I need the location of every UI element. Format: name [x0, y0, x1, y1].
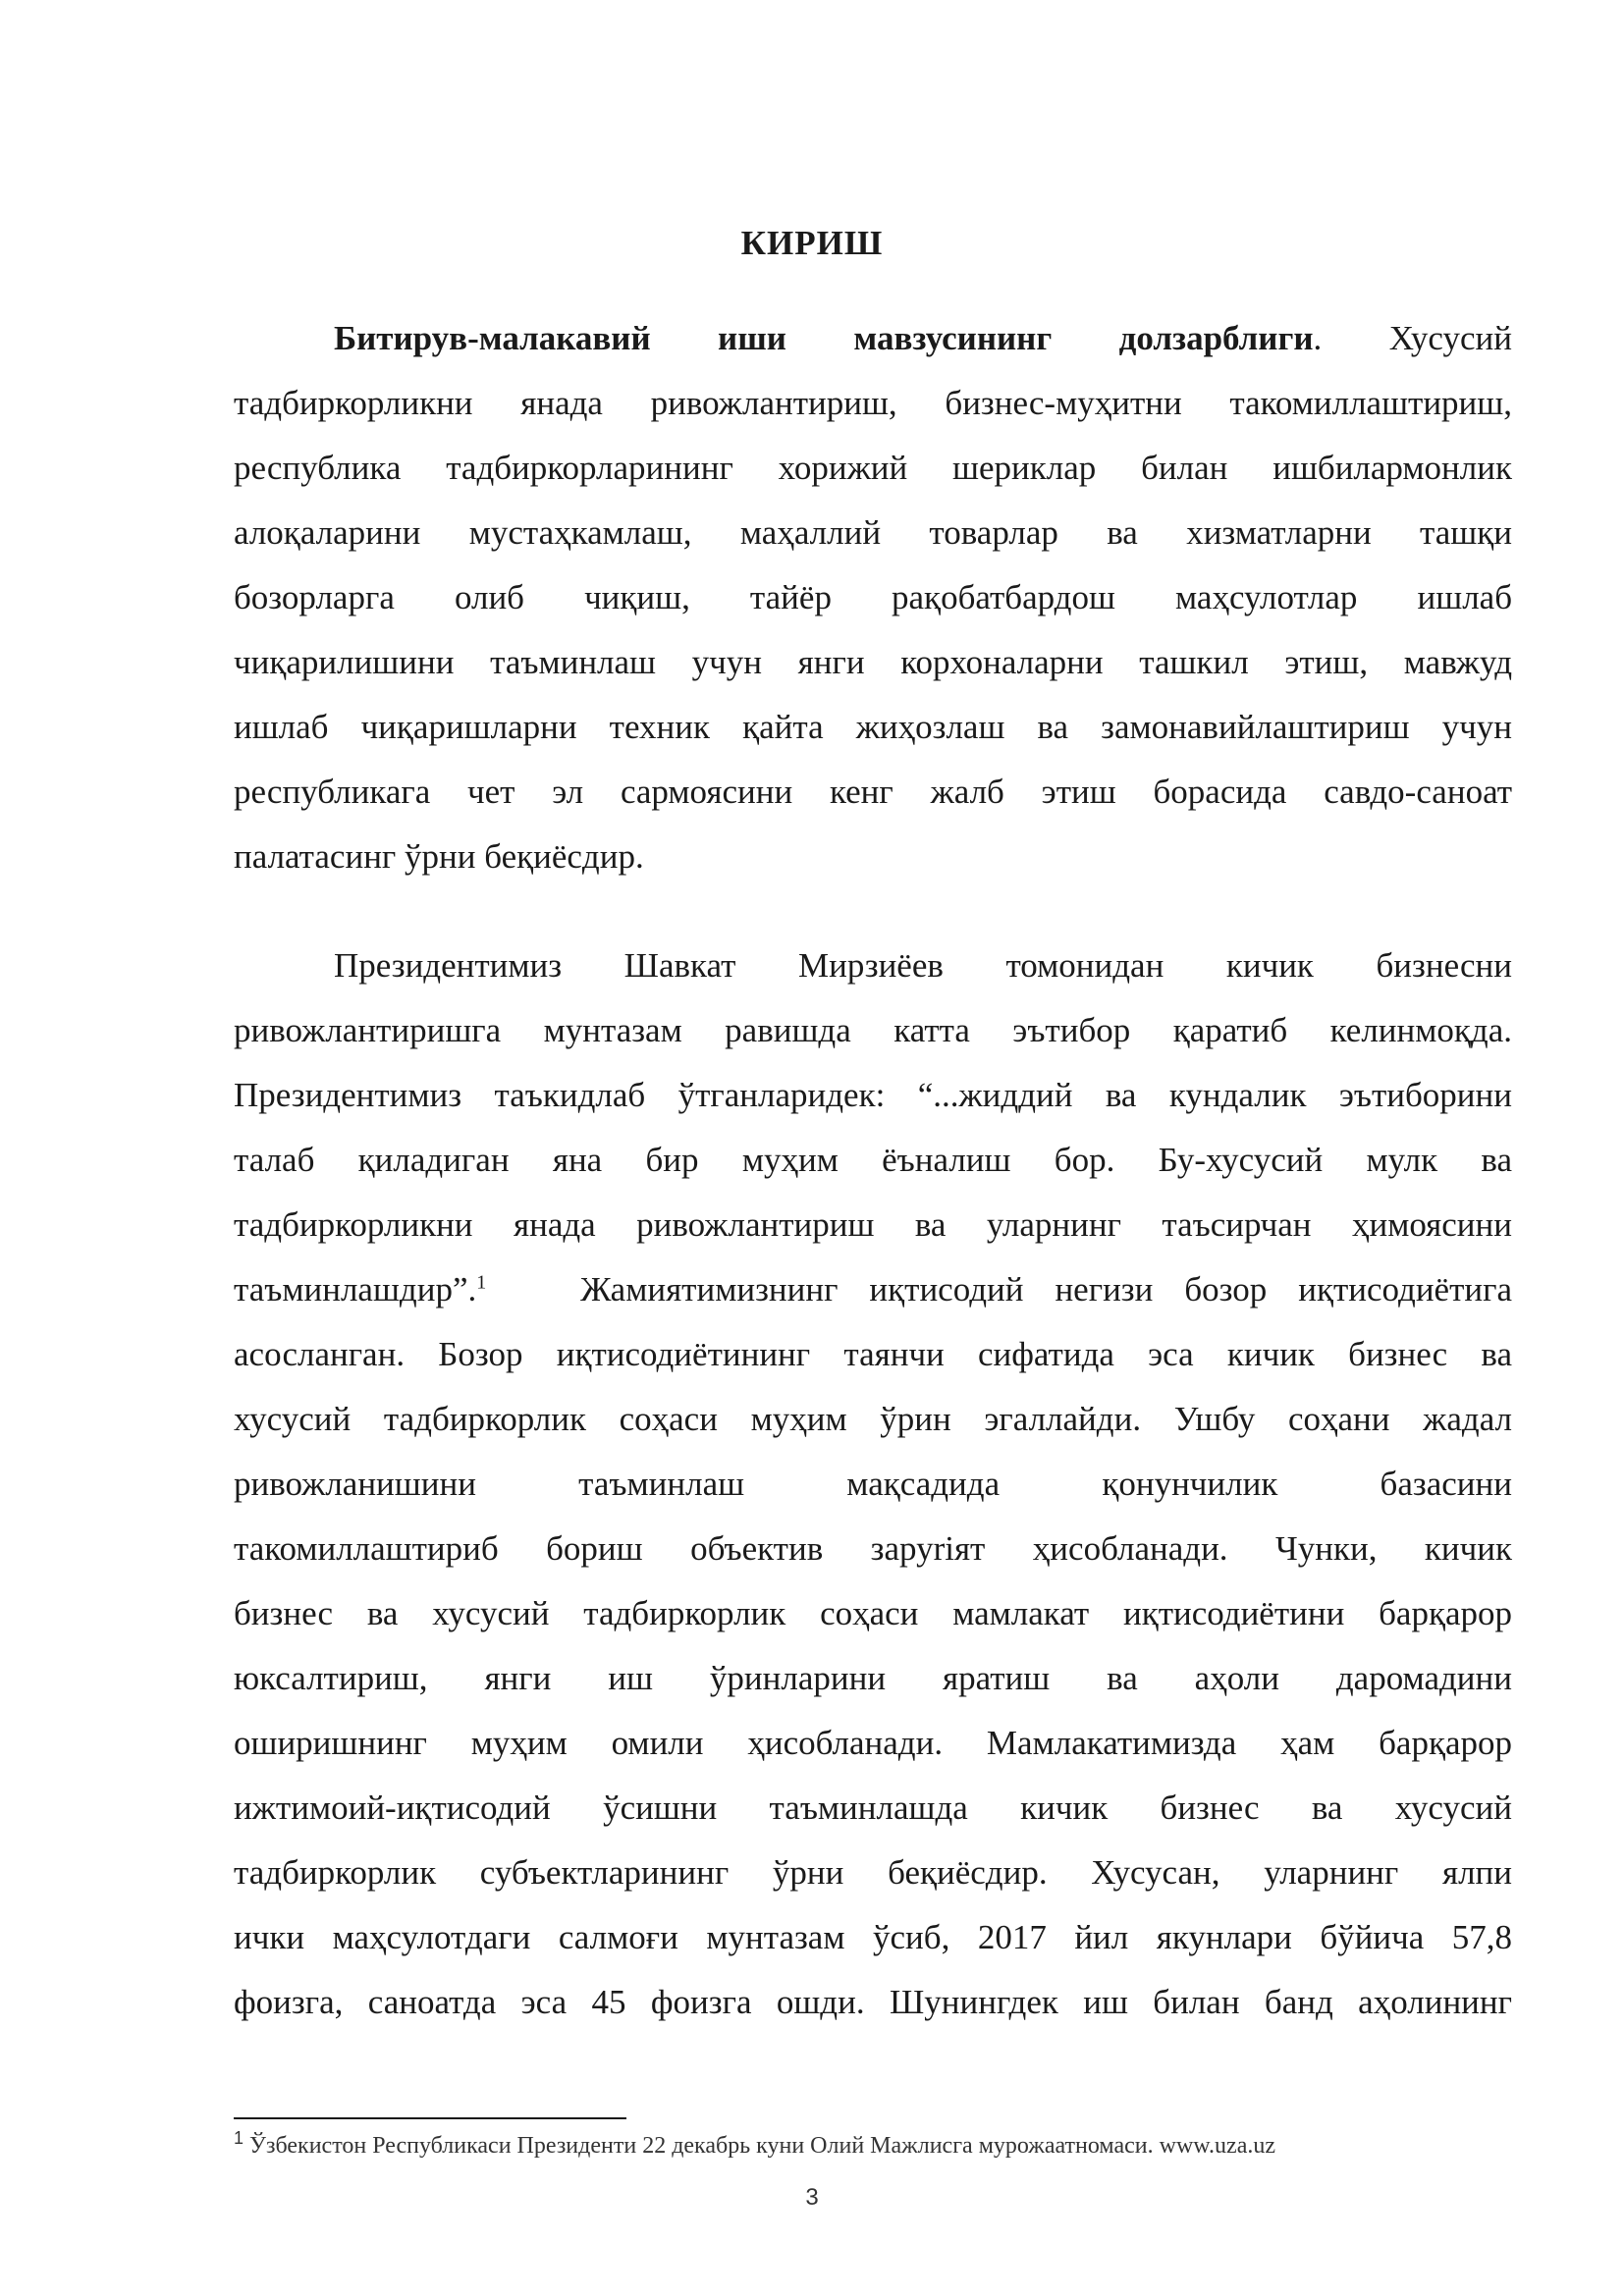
quote-follow-text: Жамиятимизнинг иқтисодий негизи бозор иқтисодиётига [580, 1270, 1513, 1308]
relevance-heading: Битирув-малакавий иши мавзусининг долзарблиги [334, 319, 1314, 357]
paragraph-line: бозорларга олиб чиқиш, тайёр рақобатбардош маҳсулотлар ишлаб [234, 578, 1512, 616]
paragraph-line: юксалтириш, янги иш ўринларини яратиш ва аҳоли даромадини [234, 1659, 1512, 1697]
paragraph-line: чиқарилишини таъминлаш учун янги корхоналарни ташкил этиш, мавжуд [234, 643, 1512, 681]
paragraph-line: ички маҳсулотдаги салмоғи мунтазам ўсиб, 2017 йил якунлари бўйича 57,8 [234, 1918, 1512, 1956]
paragraph-line: ишлаб чиқаришларни техник қайта жиҳозлаш ва замонавийлаштириш учун [234, 708, 1512, 746]
paragraph-line: талаб қиладиган яна бир муҳим ёъналиш бор. Бу-хусусий мулк ва [234, 1141, 1512, 1179]
paragraph-line: тадбиркорлик субъектларининг ўрни беқиёсдир. Хусусан, уларнинг ялпи [234, 1853, 1512, 1892]
paragraph-line: ривожлантиришга мунтазам равишда катта эътибор қаратиб келинмоқда. [234, 1011, 1512, 1049]
page-number: 3 [805, 2184, 819, 2211]
paragraph-line: асосланган. Бозор иқтисодиётининг таянчи сифатида эса кичик бизнес ва [234, 1335, 1512, 1373]
paragraph-line: такомиллаштириб бориш объектив заруriят ҳисобланади. Чунки, кичик [234, 1529, 1512, 1568]
paragraph-line: тадбиркорликни янада ривожлантириш ва уларнинг таъсирчан ҳимоясини [234, 1205, 1512, 1244]
paragraph-line: алоқаларини мустаҳкамлаш, маҳаллий товарлар ва хизматларни ташқи [234, 513, 1512, 552]
paragraph-line: Президентимиз Шавкат Мирзиёев томонидан кичик бизнесни [334, 946, 1512, 985]
paragraph-line [234, 1257, 1512, 1322]
page-title: КИРИШ [740, 224, 884, 262]
paragraph-line: тадбиркорликни янада ривожлантириш, бизнес-муҳитни такомиллаштириш, [234, 384, 1512, 422]
footnote-mark: 1 [234, 2128, 244, 2148]
paragraph-line: ижтимоий-иқтисодий ўсишни таъминлашда кичик бизнес ва хусусий [234, 1789, 1512, 1827]
paragraph-line: республикага чет эл сармоясини кенг жалб этиш борасида савдо-саноат [234, 773, 1512, 811]
footnote-separator [234, 2117, 626, 2119]
paragraph-line: Президентимиз таъкидлаб ўтганларидек: “...жиддий ва кундалик эътиборини [234, 1076, 1512, 1114]
footnote-reference[interactable]: 1 [476, 1271, 487, 1294]
paragraph-line [234, 306, 1512, 371]
quote-end-text: таъминлашдир”. [234, 1270, 477, 1308]
paragraph-line: ривожланишини таъминлаш мақсадида қонунчилик базасини [234, 1465, 1512, 1503]
paragraph-president [234, 934, 1512, 2035]
paragraph-line: хусусий тадбиркорлик соҳаси муҳим ўрин эгаллайди. Ушбу соҳани жадал [234, 1400, 1512, 1438]
paragraph-line: оширишнинг муҳим омили ҳисобланади. Мамлакатимизда ҳам барқарор [234, 1724, 1512, 1762]
paragraph-line: фоизга, саноатда эса 45 фоизга ошди. Шунингдек иш билан банд аҳолининг [234, 1983, 1512, 2021]
footnote [234, 2128, 1275, 2160]
paragraph-line: бизнес ва хусусий тадбиркорлик соҳаси мамлакат иқтисодиётини барқарор [234, 1594, 1512, 1632]
paragraph-relevance [234, 306, 1512, 889]
paragraph-line: республика тадбиркорларининг хорижий шериклар билан ишбилармонлик [234, 449, 1512, 487]
footnote-text: Ўзбекистон Республикаси Президенти 22 декабрь куни Олий Мажлисга мурожаатномаси. www.uza.uz [244, 2133, 1275, 2159]
paragraph-line: палатасинг ўрни беқиёсдир. [234, 837, 644, 876]
relevance-lead-text: . Хусусий [1313, 319, 1512, 357]
